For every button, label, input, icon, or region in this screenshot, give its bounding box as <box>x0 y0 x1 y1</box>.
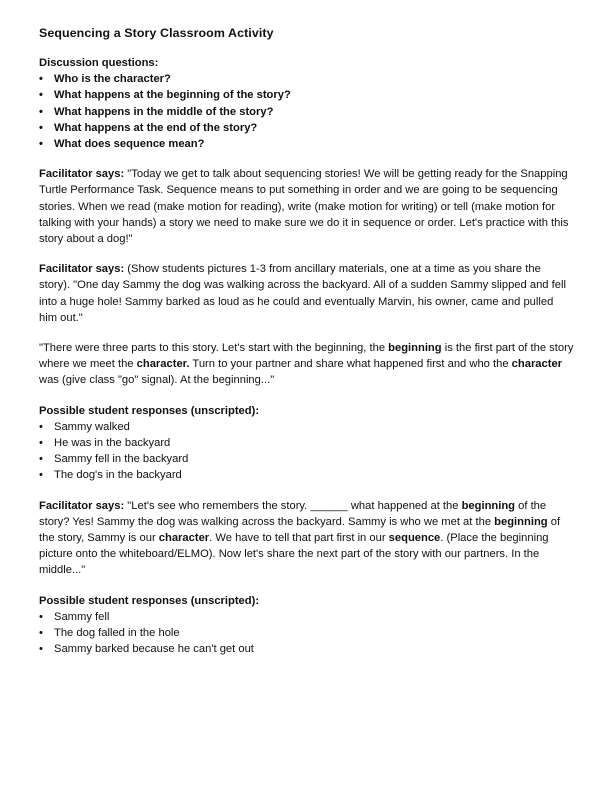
facilitator-paragraph-2 <box>39 261 574 326</box>
responses-list <box>39 419 574 484</box>
text-segment: of the story? Yes! Sammy the dog was walking across the backyard. Sammy is who we met at the <box>39 499 547 528</box>
text-segment: "There were three parts to this story. Let's start with the beginning, the <box>39 342 389 355</box>
list-item: • Sammy barked because he can't get out <box>39 641 574 657</box>
text-segment: Turn to your partner and share what happened first and who the <box>189 358 512 371</box>
discussion-heading: Discussion questions: <box>39 57 159 69</box>
story-parts-paragraph <box>39 340 574 389</box>
responses-heading: Possible student responses (unscripted): <box>39 404 260 417</box>
discussion-section <box>39 55 574 152</box>
text-segment: . (Place the beginning picture onto the whiteboard/ELMO). Now let's share the next part of the story with our partners. In the middle..." <box>39 532 549 577</box>
facilitator-paragraph-3 <box>39 498 574 579</box>
paragraph-text: (Show students pictures 1-3 from ancillary materials, one at a time as you share the story). "One day Sammy the dog was walking across the backyard. All of a sudden Sammy slipped and fell into a huge hole! Sammy barked as loud as he could and eventually Marvin, his owner, came and pulled him out." <box>39 263 566 324</box>
text-segment: was (give class "go" signal). At the beginning..." <box>39 374 275 387</box>
facilitator-label: Facilitator says: <box>39 263 125 276</box>
list-item: • The dog falled in the hole <box>39 625 574 641</box>
facilitator-paragraph-1 <box>39 166 574 247</box>
list-item: • The dog's in the backyard <box>39 467 574 483</box>
facilitator-label: Facilitator says: <box>39 168 125 181</box>
text-segment: . We have to tell that part first in our <box>209 532 389 545</box>
document-content <box>39 25 574 658</box>
bold-term: sequence <box>388 532 441 545</box>
list-item: • Who is the character? <box>39 71 574 87</box>
bold-term: beginning <box>494 515 548 528</box>
bold-term: beginning <box>461 499 516 512</box>
text-segment: of the story, Sammy is our <box>39 515 561 545</box>
list-item: • Sammy walked <box>39 419 574 435</box>
page-title: Sequencing a Story Classroom Activity <box>39 26 274 40</box>
responses-heading: Possible student responses (unscripted): <box>39 594 260 607</box>
list-item: • He was in the backyard <box>39 435 574 451</box>
paragraph-text: "Today we get to talk about sequencing stories! We will be getting ready for the Snapping Turtle Performance Task. Sequence means to put something in order and we are going to be sequencing stories. When we read (make motion for reading), write (make motion for writing) or tell (make motion for talking with your hands) a story we need to make sure we do it in sequence or order. Let's practice with this story about a dog!" <box>39 168 569 246</box>
bold-term: character <box>511 358 563 371</box>
bold-term: character. <box>136 358 190 371</box>
text-segment: "Let's see who remembers the story. ______ what happened at the <box>127 499 462 512</box>
responses-list <box>39 609 574 658</box>
list-item: • What happens at the beginning of the story? <box>39 87 574 103</box>
bold-term: character <box>158 532 210 545</box>
facilitator-label: Facilitator says: <box>39 499 125 512</box>
list-item: • What happens in the middle of the story? <box>39 104 574 120</box>
text-segment: is the first part of the story where we meet the <box>39 342 574 371</box>
list-item: • Sammy fell in the backyard <box>39 451 574 467</box>
student-responses-1 <box>39 403 574 484</box>
bold-term: beginning <box>388 342 442 355</box>
list-item: • What does sequence mean? <box>39 136 574 152</box>
list-item: • Sammy fell <box>39 609 574 625</box>
student-responses-2 <box>39 593 574 658</box>
discussion-list <box>39 71 574 152</box>
list-item: • What happens at the end of the story? <box>39 120 574 136</box>
